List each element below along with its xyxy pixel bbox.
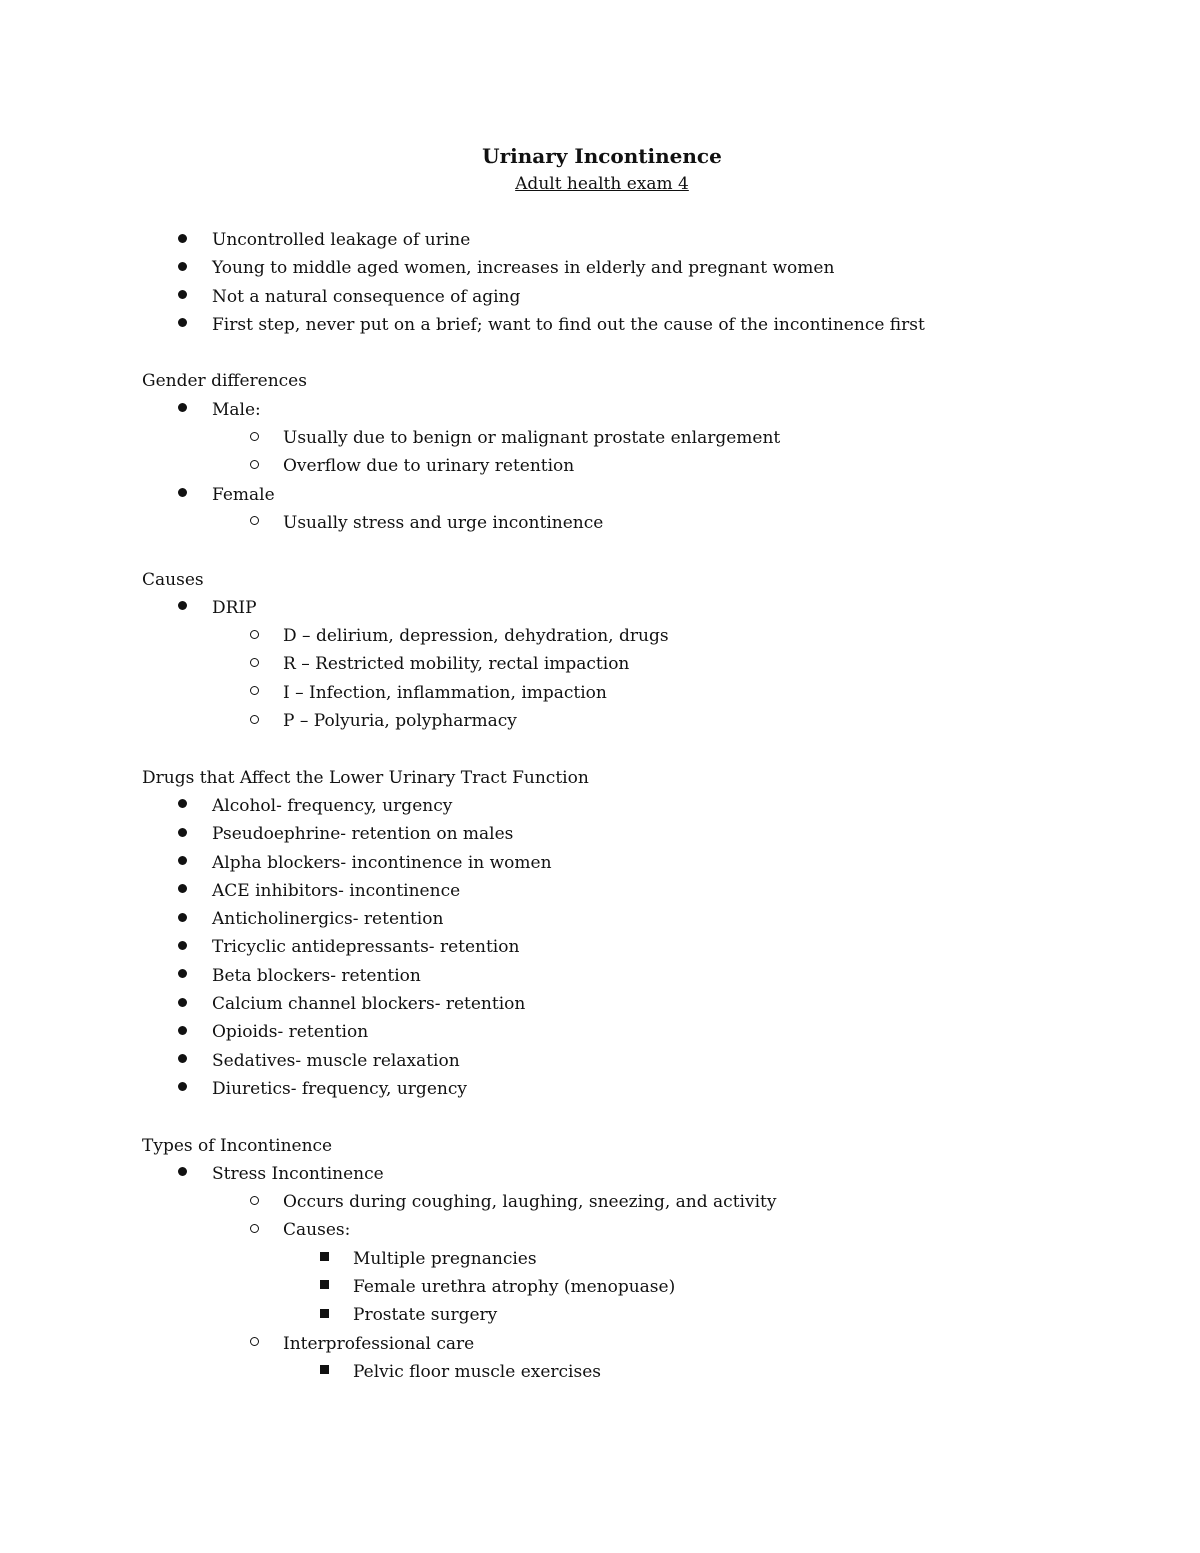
types-list bbox=[142, 1160, 1062, 1386]
filled-bullet-icon bbox=[172, 481, 192, 509]
list-item: Overflow due to urinary retention bbox=[142, 452, 1062, 480]
list-item: Sedatives- muscle relaxation bbox=[142, 1047, 1062, 1075]
list-item: Female bbox=[142, 481, 1062, 509]
filled-bullet-icon bbox=[172, 226, 192, 254]
list-item: Multiple pregnancies bbox=[142, 1245, 1062, 1273]
square-bullet-icon bbox=[314, 1273, 334, 1301]
filled-bullet-icon bbox=[172, 990, 192, 1018]
filled-bullet-icon bbox=[172, 396, 192, 424]
list-item: Diuretics- frequency, urgency bbox=[142, 1075, 1062, 1103]
list-item: D – delirium, depression, dehydration, drugs bbox=[142, 622, 1062, 650]
document-title: Urinary Incontinence bbox=[482, 144, 722, 168]
hollow-bullet-icon bbox=[244, 1188, 264, 1216]
list-item: Pseudoephrine- retention on males bbox=[142, 820, 1062, 848]
filled-bullet-icon bbox=[172, 1047, 192, 1075]
section-heading-gender: Gender differences bbox=[142, 371, 307, 392]
list-item: Male: bbox=[142, 396, 1062, 424]
filled-bullet-icon bbox=[172, 792, 192, 820]
list-item: Tricyclic antidepressants- retention bbox=[142, 933, 1062, 961]
hollow-bullet-icon bbox=[244, 650, 264, 678]
filled-bullet-icon bbox=[172, 933, 192, 961]
list-item: Opioids- retention bbox=[142, 1018, 1062, 1046]
hollow-bullet-icon bbox=[244, 707, 264, 735]
filled-bullet-icon bbox=[172, 594, 192, 622]
list-item: I – Infection, inflammation, impaction bbox=[142, 679, 1062, 707]
section-heading-causes: Causes bbox=[142, 569, 204, 590]
hollow-bullet-icon bbox=[244, 452, 264, 480]
list-item: Anticholinergics- retention bbox=[142, 905, 1062, 933]
hollow-bullet-icon bbox=[244, 622, 264, 650]
list-item: Usually stress and urge incontinence bbox=[142, 509, 1062, 537]
filled-bullet-icon bbox=[172, 820, 192, 848]
list-item: Not a natural consequence of aging bbox=[142, 283, 1062, 311]
section-heading-drugs: Drugs that Affect the Lower Urinary Tract Function bbox=[142, 767, 589, 788]
list-item: Causes: bbox=[142, 1216, 1062, 1244]
drugs-list bbox=[142, 792, 1062, 1103]
document-subtitle: Adult health exam 4 bbox=[515, 174, 689, 194]
hollow-bullet-icon bbox=[244, 509, 264, 537]
document-content bbox=[142, 142, 1062, 1386]
hollow-bullet-icon bbox=[244, 424, 264, 452]
gender-list bbox=[142, 396, 1062, 537]
list-item: Calcium channel blockers- retention bbox=[142, 990, 1062, 1018]
intro-list bbox=[142, 226, 1062, 339]
list-item: Alcohol- frequency, urgency bbox=[142, 792, 1062, 820]
list-item: R – Restricted mobility, rectal impaction bbox=[142, 650, 1062, 678]
filled-bullet-icon bbox=[172, 254, 192, 282]
list-item: Young to middle aged women, increases in elderly and pregnant women bbox=[142, 254, 1062, 282]
filled-bullet-icon bbox=[172, 905, 192, 933]
list-item: First step, never put on a brief; want to find out the cause of the incontinence first bbox=[142, 311, 1062, 339]
list-item: Beta blockers- retention bbox=[142, 962, 1062, 990]
list-item: Pelvic floor muscle exercises bbox=[142, 1358, 1062, 1386]
filled-bullet-icon bbox=[172, 849, 192, 877]
list-item: Interprofessional care bbox=[142, 1330, 1062, 1358]
square-bullet-icon bbox=[314, 1245, 334, 1273]
section-heading-types: Types of Incontinence bbox=[142, 1135, 333, 1156]
hollow-bullet-icon bbox=[244, 679, 264, 707]
list-item: Prostate surgery bbox=[142, 1301, 1062, 1329]
list-item: Occurs during coughing, laughing, sneezing, and activity bbox=[142, 1188, 1062, 1216]
filled-bullet-icon bbox=[172, 1075, 192, 1103]
filled-bullet-icon bbox=[172, 877, 192, 905]
list-item: Uncontrolled leakage of urine bbox=[142, 226, 1062, 254]
hollow-bullet-icon bbox=[244, 1330, 264, 1358]
square-bullet-icon bbox=[314, 1301, 334, 1329]
list-item: Stress Incontinence bbox=[142, 1160, 1062, 1188]
list-item: Usually due to benign or malignant prostate enlargement bbox=[142, 424, 1062, 452]
list-item: DRIP bbox=[142, 594, 1062, 622]
filled-bullet-icon bbox=[172, 283, 192, 311]
square-bullet-icon bbox=[314, 1358, 334, 1386]
filled-bullet-icon bbox=[172, 311, 192, 339]
list-item: Female urethra atrophy (menopuase) bbox=[142, 1273, 1062, 1301]
list-item: P – Polyuria, polypharmacy bbox=[142, 707, 1062, 735]
list-item: Alpha blockers- incontinence in women bbox=[142, 849, 1062, 877]
filled-bullet-icon bbox=[172, 1018, 192, 1046]
list-item: ACE inhibitors- incontinence bbox=[142, 877, 1062, 905]
filled-bullet-icon bbox=[172, 962, 192, 990]
hollow-bullet-icon bbox=[244, 1216, 264, 1244]
causes-list bbox=[142, 594, 1062, 735]
filled-bullet-icon bbox=[172, 1160, 192, 1188]
